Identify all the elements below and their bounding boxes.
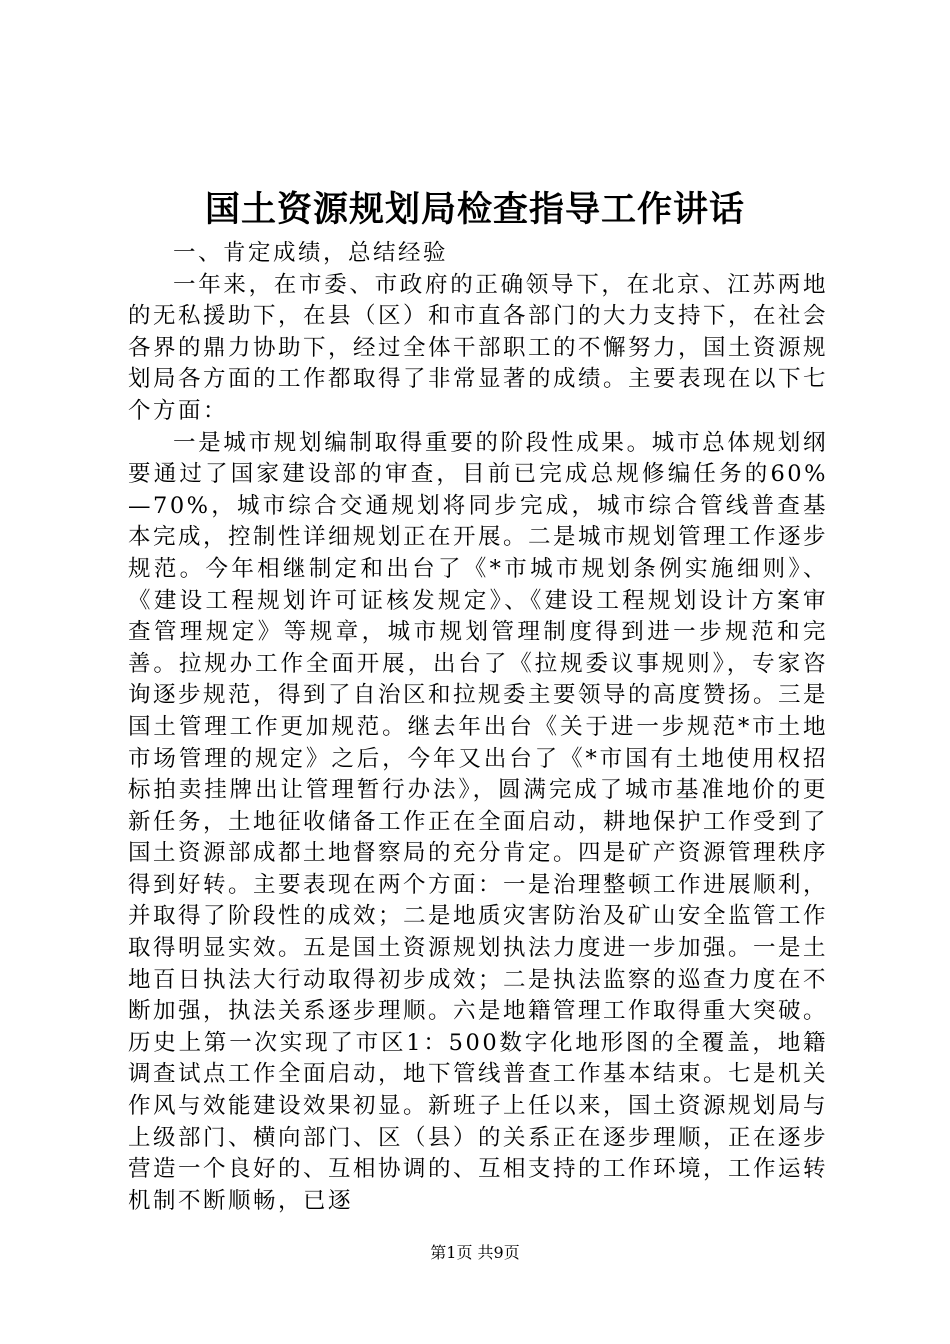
- section-heading: 一、肯定成绩，总结经验: [173, 240, 449, 266]
- document-title: 国土资源规划局检查指导工作讲话: [204, 189, 745, 230]
- document-body: [128, 238, 828, 1217]
- body-paragraph: 一年来，在市委、市政府的正确领导下，在北京、江苏两地的无私援助下，在县（区）和市直各部门的大力支持下，在社会各界的鼎力协助下，经过全体干部职工的不懈努力，国土资源规划局各方面的工作都取得了非常显著的成绩。主要表现在以下七个方面：: [128, 271, 829, 424]
- page-footer: 第1页 共9页: [430, 1243, 520, 1262]
- body-paragraph: 一是城市规划编制取得重要的阶段性成果。城市总体规划纲要通过了国家建设部的审查，目前已完成总规修编任务的60%—70%，城市综合交通规划将同步完成，城市综合管线普查基本完成，控制性详细规划正在开展。二是城市规划管理工作逐步规范。今年相继制定和出台了《*市城市规划条例实施细则》、《建设工程规划许可证核发规定》、《建设工程规划设计方案审查管理规定》等规章，城市规划管理制度得到进一步规范和完善。拉规办工作全面开展，出台了《拉规委议事规则》，专家咨询逐步规范，得到了自治区和拉规委主要领导的高度赞扬。三是国土管理工作更加规范。继去年出台《关于进一步规范*市土地市场管理的规定》之后，今年又出台了《*市国有土地使用权招标拍卖挂牌出让管理暂行办法》，圆满完成了城市基准地价的更新任务，土地征收储备工作正在全面启动，耕地保护工作受到了国土资源部成都土地督察局的充分肯定。四是矿产资源管理秩序得到好转。主要表现在两个方面：一是治理整顿工作进展顺利，并取得了阶段性的成效；二是地质灾害防治及矿山安全监管工作取得明显实效。五是国土资源规划执法力度进一步加强。一是土地百日执法大行动取得初步成效；二是执法监察的巡查力度在不断加强，执法关系逐步理顺。六是地籍管理工作取得重大突破。历史上第一次实现了市区1：500数字化地形图的全覆盖，地籍调查试点工作全面启动，地下管线普查工作基本结束。七是机关作风与效能建设效果初显。新班子上任以来，国土资源规划局与上级部门、横向部门、区（县）的关系正在逐步理顺，正在逐步营造一个良好的、互相协调的、互相支持的工作环境，工作运转机制不断顺畅，已逐: [128, 429, 829, 1214]
